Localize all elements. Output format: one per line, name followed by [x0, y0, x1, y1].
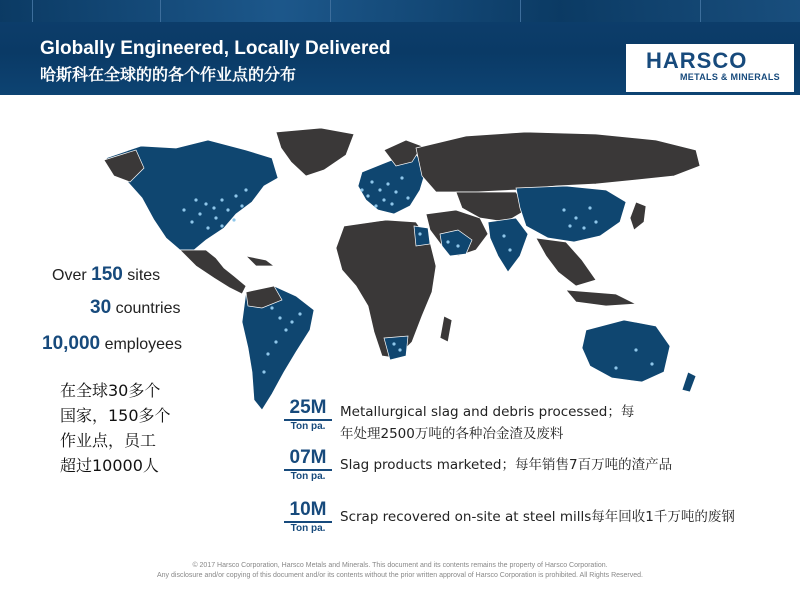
stat-sites: [52, 264, 160, 286]
egypt: [414, 226, 430, 246]
caribbean: [246, 256, 274, 266]
header-decor-line: [330, 0, 331, 22]
metric-value: 25M: [284, 398, 332, 421]
indonesia: [566, 290, 636, 306]
header-decor-line: [700, 0, 701, 22]
metric-desc-line: Slag products marketed；每年销售7百万吨的渣产品: [340, 457, 673, 473]
stat-suffix: sites: [122, 267, 161, 284]
summary-line: 超过10000人: [60, 456, 159, 475]
stat-suffix: countries: [111, 300, 181, 317]
footer-line: Any disclosure and/or copying of this document and/or its contents without the prior written approval of Harsco Corporation is prohibited. All Rights Reserved.: [157, 572, 643, 579]
stat-employees: [42, 333, 182, 355]
india: [488, 218, 528, 272]
logo-name: HARSCO: [646, 48, 748, 73]
metric-desc-slag: [340, 401, 670, 445]
summary-line: 在全球30多个: [60, 381, 161, 400]
logo-subtitle: METALS & MINERALS: [680, 72, 780, 82]
stat-value: 150: [91, 264, 123, 285]
header-decor-strip: [0, 0, 800, 22]
chinese-summary: [60, 378, 200, 478]
metric-desc-line: Scrap recovered on-site at steel mills每年回收1千万吨的废钢: [340, 509, 735, 525]
mexico: [180, 250, 246, 294]
madagascar: [440, 316, 452, 342]
metric-desc-products: [340, 454, 780, 476]
southeast-asia: [536, 238, 596, 286]
copyright-footer: [0, 561, 800, 581]
metric-desc-line: 年处理2500万吨的各种冶金渣及废料: [340, 426, 564, 442]
metric-value: 07M: [284, 448, 332, 471]
greenland: [276, 128, 354, 176]
japan: [630, 202, 646, 230]
stat-value: 30: [90, 297, 112, 318]
stat-suffix: employees: [100, 336, 182, 353]
stat-countries: [90, 297, 181, 319]
header-decor-line: [32, 0, 33, 22]
world-map: [96, 110, 800, 430]
australia: [582, 320, 670, 382]
page-title-en: Globally Engineered, Locally Delivered: [40, 38, 391, 59]
new-zealand: [682, 372, 696, 392]
footer-line: © 2017 Harsco Corporation, Harsco Metals and Minerals. This document and its contents remains the property of Harsco Corporation.: [192, 562, 608, 569]
russia: [416, 132, 700, 192]
metric-unit: Ton pa.: [290, 523, 326, 534]
header-decor-line: [520, 0, 521, 22]
metric-badge-slag: [284, 398, 332, 432]
metric-value: 10M: [284, 500, 332, 523]
metric-desc-line: Metallurgical slag and debris processed；每: [340, 404, 635, 420]
metric-desc-scrap: [340, 506, 798, 528]
china: [516, 186, 626, 242]
metric-unit: Ton pa.: [290, 471, 326, 482]
stat-value: 10,000: [42, 333, 101, 354]
header-decor-line: [160, 0, 161, 22]
metric-badge-scrap: [284, 500, 332, 534]
metric-unit: Ton pa.: [290, 421, 326, 432]
stat-prefix: Over: [52, 267, 92, 284]
summary-line: 国家，150多个: [60, 406, 171, 425]
summary-line: 作业点，员工: [60, 431, 157, 450]
metric-badge-products: [284, 448, 332, 482]
page-title-zh: 哈斯科在全球的的各个作业点的分布: [40, 65, 297, 84]
